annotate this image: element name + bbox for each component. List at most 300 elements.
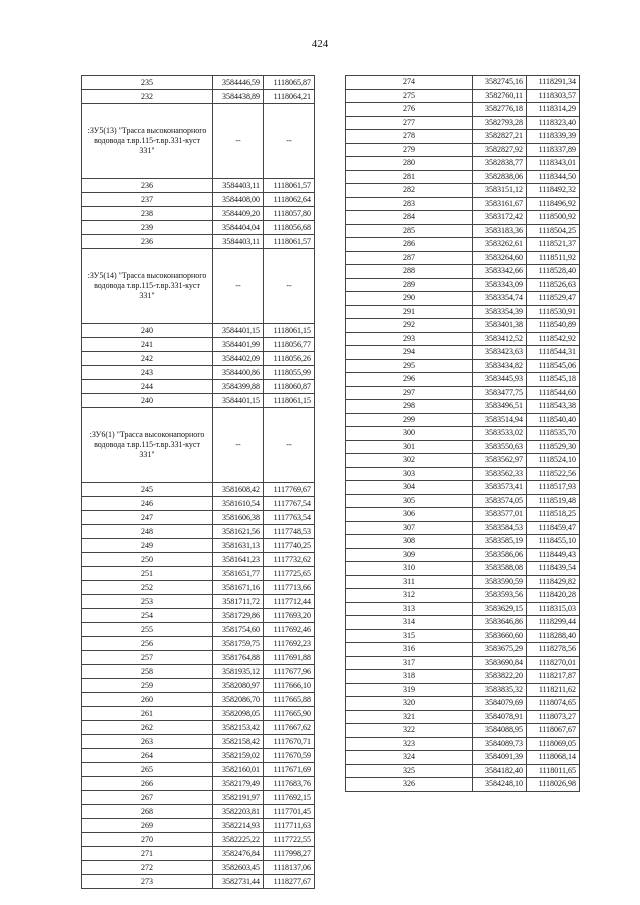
- table-row: [346, 305, 580, 319]
- point-number: 266: [82, 777, 213, 791]
- point-number: 261: [82, 707, 213, 721]
- table-row: [82, 847, 315, 861]
- x-coordinate: 3584248,10: [473, 778, 527, 792]
- table-row: [346, 548, 580, 562]
- y-coordinate: 1117670,71: [264, 735, 315, 749]
- table-row: [82, 76, 315, 90]
- table-row: [346, 332, 580, 346]
- y-coordinate: 1118064,21: [264, 90, 315, 104]
- x-coordinate: 3582086,70: [213, 693, 264, 707]
- x-coordinate: 3583585,19: [473, 535, 527, 549]
- y-coordinate: 1118528,40: [527, 265, 580, 279]
- table-row: [82, 90, 315, 104]
- point-number: 319: [346, 683, 473, 697]
- table-row: [346, 400, 580, 414]
- y-coordinate: 1118061,57: [264, 235, 315, 249]
- x-coordinate: 3582203,81: [213, 805, 264, 819]
- table-row: [346, 764, 580, 778]
- y-coordinate: 1118420,28: [527, 589, 580, 603]
- y-coordinate: 1118026,98: [527, 778, 580, 792]
- x-coordinate: 3584401,99: [213, 338, 264, 352]
- x-coordinate: 3584399,88: [213, 380, 264, 394]
- x-coordinate: 3581754,60: [213, 623, 264, 637]
- point-number: 252: [82, 581, 213, 595]
- y-coordinate: 1118323,40: [527, 116, 580, 130]
- table-row: [346, 737, 580, 751]
- point-number: 325: [346, 764, 473, 778]
- x-coordinate: 3581621,56: [213, 525, 264, 539]
- x-coordinate: 3584401,15: [213, 394, 264, 408]
- x-coordinate: 3583354,39: [473, 305, 527, 319]
- point-number: 250: [82, 553, 213, 567]
- table-row: [82, 735, 315, 749]
- x-coordinate: 3581641,23: [213, 553, 264, 567]
- table-row: [346, 170, 580, 184]
- x-coordinate: 3582838,06: [473, 170, 527, 184]
- table-row: [82, 497, 315, 511]
- table-row: [82, 179, 315, 193]
- y-coordinate: 1118061,15: [264, 394, 315, 408]
- point-number: 289: [346, 278, 473, 292]
- table-row: [346, 602, 580, 616]
- table-row: [82, 595, 315, 609]
- y-coordinate: 1118314,29: [527, 103, 580, 117]
- y-coordinate: 1118543,38: [527, 400, 580, 414]
- table-row: [346, 292, 580, 306]
- table-row: [346, 157, 580, 171]
- section-header-row: [82, 249, 315, 324]
- x-coordinate: 3582731,44: [213, 875, 264, 889]
- point-number: 314: [346, 616, 473, 630]
- point-number: 302: [346, 454, 473, 468]
- y-coordinate: 1118544,60: [527, 386, 580, 400]
- table-row: [346, 521, 580, 535]
- y-coordinate: 1118530,91: [527, 305, 580, 319]
- x-coordinate: 3583262,61: [473, 238, 527, 252]
- y-coordinate: --: [264, 249, 315, 324]
- table-row: [346, 224, 580, 238]
- x-coordinate: 3583584,53: [473, 521, 527, 535]
- point-number: 244: [82, 380, 213, 394]
- point-number: 241: [82, 338, 213, 352]
- point-number: 240: [82, 324, 213, 338]
- y-coordinate: 1118529,47: [527, 292, 580, 306]
- x-coordinate: 3583629,15: [473, 602, 527, 616]
- point-number: 287: [346, 251, 473, 265]
- point-number: 286: [346, 238, 473, 252]
- table-row: [346, 319, 580, 333]
- y-coordinate: 1118073,27: [527, 710, 580, 724]
- x-coordinate: 3583264,60: [473, 251, 527, 265]
- point-number: 275: [346, 89, 473, 103]
- y-coordinate: 1118545,06: [527, 359, 580, 373]
- y-coordinate: 1117767,54: [264, 497, 315, 511]
- table-row: [346, 481, 580, 495]
- table-row: [346, 724, 580, 738]
- point-number: 269: [82, 819, 213, 833]
- point-number: 247: [82, 511, 213, 525]
- table-row: [346, 211, 580, 225]
- x-coordinate: 3584182,40: [473, 764, 527, 778]
- x-coordinate: 3583445,93: [473, 373, 527, 387]
- point-number: 296: [346, 373, 473, 387]
- point-number: 290: [346, 292, 473, 306]
- point-number: 236: [82, 235, 213, 249]
- table-row: [82, 707, 315, 721]
- y-coordinate: 1118291,34: [527, 76, 580, 90]
- point-number: 309: [346, 548, 473, 562]
- table-row: [346, 670, 580, 684]
- table-row: [346, 251, 580, 265]
- point-number: 260: [82, 693, 213, 707]
- x-coordinate: 3581759,75: [213, 637, 264, 651]
- y-coordinate: 1118337,89: [527, 143, 580, 157]
- point-number: 236: [82, 179, 213, 193]
- point-number: 257: [82, 651, 213, 665]
- table-row: [346, 278, 580, 292]
- y-coordinate: 1118545,18: [527, 373, 580, 387]
- y-coordinate: 1117677,96: [264, 665, 315, 679]
- y-coordinate: 1117693,20: [264, 609, 315, 623]
- y-coordinate: 1117713,66: [264, 581, 315, 595]
- y-coordinate: 1117701,45: [264, 805, 315, 819]
- y-coordinate: 1117722,55: [264, 833, 315, 847]
- point-number: 326: [346, 778, 473, 792]
- section-header-row: [82, 104, 315, 179]
- x-coordinate: 3583675,29: [473, 643, 527, 657]
- point-number: 298: [346, 400, 473, 414]
- x-coordinate: 3584438,89: [213, 90, 264, 104]
- y-coordinate: 1118069,05: [527, 737, 580, 751]
- x-coordinate: 3584401,15: [213, 324, 264, 338]
- table-row: [346, 359, 580, 373]
- point-number: 317: [346, 656, 473, 670]
- point-number: 262: [82, 721, 213, 735]
- y-coordinate: 1118511,92: [527, 251, 580, 265]
- point-number: 291: [346, 305, 473, 319]
- y-coordinate: 1117683,76: [264, 777, 315, 791]
- point-number: 249: [82, 539, 213, 553]
- table-row: [82, 791, 315, 805]
- x-coordinate: 3582776,18: [473, 103, 527, 117]
- table-row: [82, 366, 315, 380]
- point-number: 308: [346, 535, 473, 549]
- y-coordinate: 1118542,92: [527, 332, 580, 346]
- x-coordinate: 3581729,86: [213, 609, 264, 623]
- x-coordinate: 3583412,52: [473, 332, 527, 346]
- y-coordinate: 1118288,40: [527, 629, 580, 643]
- table-row: [82, 235, 315, 249]
- x-coordinate: --: [213, 408, 264, 483]
- x-coordinate: 3583593,56: [473, 589, 527, 603]
- x-coordinate: 3583577,01: [473, 508, 527, 522]
- x-coordinate: 3583401,38: [473, 319, 527, 333]
- table-row: [82, 338, 315, 352]
- coordinates-table-right: [345, 75, 580, 792]
- table-row: [82, 511, 315, 525]
- point-number: 246: [82, 497, 213, 511]
- point-number: 259: [82, 679, 213, 693]
- table-row: [82, 525, 315, 539]
- y-coordinate: 1118056,26: [264, 352, 315, 366]
- point-number: 258: [82, 665, 213, 679]
- table-row: [82, 623, 315, 637]
- y-coordinate: 1118526,63: [527, 278, 580, 292]
- section-title: :ЗУ6(1) "Трасса высоконапорного водовода т.вр.115-т.вр.331-куст 331": [82, 408, 213, 483]
- table-row: [82, 875, 315, 889]
- x-coordinate: 3582603,45: [213, 861, 264, 875]
- y-coordinate: 1118517,93: [527, 481, 580, 495]
- table-row: [82, 539, 315, 553]
- y-coordinate: 1118455,10: [527, 535, 580, 549]
- y-coordinate: 1118535,70: [527, 427, 580, 441]
- y-coordinate: 1118522,56: [527, 467, 580, 481]
- x-coordinate: 3581935,12: [213, 665, 264, 679]
- x-coordinate: 3584089,73: [473, 737, 527, 751]
- point-number: 304: [346, 481, 473, 495]
- x-coordinate: 3582225,22: [213, 833, 264, 847]
- table-row: [346, 184, 580, 198]
- x-coordinate: 3583562,97: [473, 454, 527, 468]
- x-coordinate: 3583423,63: [473, 346, 527, 360]
- y-coordinate: 1118339,39: [527, 130, 580, 144]
- point-number: 268: [82, 805, 213, 819]
- point-number: 295: [346, 359, 473, 373]
- x-coordinate: 3582160,01: [213, 763, 264, 777]
- x-coordinate: 3583588,08: [473, 562, 527, 576]
- y-coordinate: 1117691,88: [264, 651, 315, 665]
- y-coordinate: 1118429,82: [527, 575, 580, 589]
- table-row: [82, 394, 315, 408]
- x-coordinate: 3583477,75: [473, 386, 527, 400]
- point-number: 316: [346, 643, 473, 657]
- point-number: 265: [82, 763, 213, 777]
- y-coordinate: 1118315,03: [527, 602, 580, 616]
- y-coordinate: 1118518,25: [527, 508, 580, 522]
- y-coordinate: 1117732,62: [264, 553, 315, 567]
- y-coordinate: 1118278,56: [527, 643, 580, 657]
- point-number: 237: [82, 193, 213, 207]
- x-coordinate: 3584091,39: [473, 751, 527, 765]
- x-coordinate: 3583835,32: [473, 683, 527, 697]
- x-coordinate: 3582838,77: [473, 157, 527, 171]
- x-coordinate: 3581711,72: [213, 595, 264, 609]
- point-number: 273: [82, 875, 213, 889]
- point-number: 288: [346, 265, 473, 279]
- x-coordinate: 3584403,11: [213, 179, 264, 193]
- table-row: [82, 805, 315, 819]
- table-row: [346, 346, 580, 360]
- table-row: [346, 76, 580, 90]
- y-coordinate: 1118344,50: [527, 170, 580, 184]
- table-row: [82, 553, 315, 567]
- point-number: 303: [346, 467, 473, 481]
- x-coordinate: 3582760,11: [473, 89, 527, 103]
- x-coordinate: 3583660,60: [473, 629, 527, 643]
- point-number: 264: [82, 749, 213, 763]
- y-coordinate: 1118519,48: [527, 494, 580, 508]
- table-row: [82, 665, 315, 679]
- table-row: [346, 494, 580, 508]
- table-row: [82, 637, 315, 651]
- point-number: 232: [82, 90, 213, 104]
- x-coordinate: 3582827,21: [473, 130, 527, 144]
- x-coordinate: 3581651,77: [213, 567, 264, 581]
- x-coordinate: 3583172,42: [473, 211, 527, 225]
- table-row: [346, 386, 580, 400]
- x-coordinate: 3582745,16: [473, 76, 527, 90]
- y-coordinate: 1118529,30: [527, 440, 580, 454]
- x-coordinate: 3581631,13: [213, 539, 264, 553]
- point-number: 306: [346, 508, 473, 522]
- x-coordinate: 3583690,84: [473, 656, 527, 670]
- y-coordinate: 1118459,47: [527, 521, 580, 535]
- y-coordinate: 1118299,44: [527, 616, 580, 630]
- y-coordinate: 1118211,62: [527, 683, 580, 697]
- y-coordinate: 1118056,77: [264, 338, 315, 352]
- table-row: [346, 373, 580, 387]
- table-row: [346, 116, 580, 130]
- y-coordinate: 1118217,87: [527, 670, 580, 684]
- x-coordinate: 3582214,93: [213, 819, 264, 833]
- table-row: [82, 861, 315, 875]
- point-number: 284: [346, 211, 473, 225]
- table-row: [346, 130, 580, 144]
- x-coordinate: 3582827,92: [473, 143, 527, 157]
- y-coordinate: 1117748,53: [264, 525, 315, 539]
- x-coordinate: 3583342,66: [473, 265, 527, 279]
- y-coordinate: 1117670,59: [264, 749, 315, 763]
- y-coordinate: 1118496,92: [527, 197, 580, 211]
- table-row: [82, 352, 315, 366]
- x-coordinate: 3584078,91: [473, 710, 527, 724]
- y-coordinate: 1117711,63: [264, 819, 315, 833]
- table-row: [82, 567, 315, 581]
- table-row: [82, 763, 315, 777]
- y-coordinate: 1118343,01: [527, 157, 580, 171]
- y-coordinate: 1118068,14: [527, 751, 580, 765]
- point-number: 300: [346, 427, 473, 441]
- x-coordinate: 3582080,97: [213, 679, 264, 693]
- x-coordinate: --: [213, 249, 264, 324]
- y-coordinate: 1117998,27: [264, 847, 315, 861]
- table-row: [346, 427, 580, 441]
- x-coordinate: 3583586,06: [473, 548, 527, 562]
- x-coordinate: 3583550,63: [473, 440, 527, 454]
- point-number: 255: [82, 623, 213, 637]
- section-header-row: [82, 408, 315, 483]
- x-coordinate: 3584088,95: [473, 724, 527, 738]
- point-number: 311: [346, 575, 473, 589]
- point-number: 297: [346, 386, 473, 400]
- point-number: 276: [346, 103, 473, 117]
- point-number: 283: [346, 197, 473, 211]
- point-number: 280: [346, 157, 473, 171]
- y-coordinate: 1118137,06: [264, 861, 315, 875]
- y-coordinate: 1118303,57: [527, 89, 580, 103]
- y-coordinate: 1118067,67: [527, 724, 580, 738]
- y-coordinate: 1118524,10: [527, 454, 580, 468]
- y-coordinate: 1117671,69: [264, 763, 315, 777]
- x-coordinate: 3581610,54: [213, 497, 264, 511]
- x-coordinate: 3581608,42: [213, 483, 264, 497]
- y-coordinate: --: [264, 408, 315, 483]
- y-coordinate: 1118439,54: [527, 562, 580, 576]
- y-coordinate: 1118061,15: [264, 324, 315, 338]
- point-number: 245: [82, 483, 213, 497]
- table-row: [346, 143, 580, 157]
- x-coordinate: 3583343,09: [473, 278, 527, 292]
- table-row: [346, 643, 580, 657]
- y-coordinate: 1117740,25: [264, 539, 315, 553]
- x-coordinate: 3582098,05: [213, 707, 264, 721]
- x-coordinate: 3584400,86: [213, 366, 264, 380]
- point-number: 285: [346, 224, 473, 238]
- x-coordinate: --: [213, 104, 264, 179]
- x-coordinate: 3584446,59: [213, 76, 264, 90]
- x-coordinate: 3583574,05: [473, 494, 527, 508]
- y-coordinate: 1118540,89: [527, 319, 580, 333]
- point-number: 324: [346, 751, 473, 765]
- x-coordinate: 3583533,02: [473, 427, 527, 441]
- point-number: 281: [346, 170, 473, 184]
- y-coordinate: 1117692,15: [264, 791, 315, 805]
- table-row: [82, 749, 315, 763]
- table-row: [82, 721, 315, 735]
- y-coordinate: 1118060,87: [264, 380, 315, 394]
- x-coordinate: 3584404,04: [213, 221, 264, 235]
- table-row: [346, 89, 580, 103]
- y-coordinate: 1118449,43: [527, 548, 580, 562]
- table-row: [346, 589, 580, 603]
- point-number: 318: [346, 670, 473, 684]
- point-number: 320: [346, 697, 473, 711]
- y-coordinate: 1118540,40: [527, 413, 580, 427]
- table-row: [82, 679, 315, 693]
- point-number: 254: [82, 609, 213, 623]
- table-row: [82, 819, 315, 833]
- y-coordinate: 1118061,57: [264, 179, 315, 193]
- x-coordinate: 3583434,82: [473, 359, 527, 373]
- point-number: 307: [346, 521, 473, 535]
- x-coordinate: 3582159,02: [213, 749, 264, 763]
- y-coordinate: 1118270,01: [527, 656, 580, 670]
- y-coordinate: 1118065,87: [264, 76, 315, 90]
- x-coordinate: 3582793,28: [473, 116, 527, 130]
- point-number: 256: [82, 637, 213, 651]
- x-coordinate: 3583496,51: [473, 400, 527, 414]
- table-row: [82, 651, 315, 665]
- point-number: 293: [346, 332, 473, 346]
- y-coordinate: 1117665,90: [264, 707, 315, 721]
- table-row: [346, 535, 580, 549]
- x-coordinate: 3583646,86: [473, 616, 527, 630]
- table-row: [82, 221, 315, 235]
- point-number: 294: [346, 346, 473, 360]
- x-coordinate: 3583161,67: [473, 197, 527, 211]
- point-number: 239: [82, 221, 213, 235]
- table-row: [82, 193, 315, 207]
- x-coordinate: 3582158,42: [213, 735, 264, 749]
- point-number: 267: [82, 791, 213, 805]
- table-row: [346, 656, 580, 670]
- point-number: 310: [346, 562, 473, 576]
- x-coordinate: 3583183,36: [473, 224, 527, 238]
- table-row: [346, 683, 580, 697]
- y-coordinate: 1118056,68: [264, 221, 315, 235]
- point-number: 301: [346, 440, 473, 454]
- table-row: [346, 238, 580, 252]
